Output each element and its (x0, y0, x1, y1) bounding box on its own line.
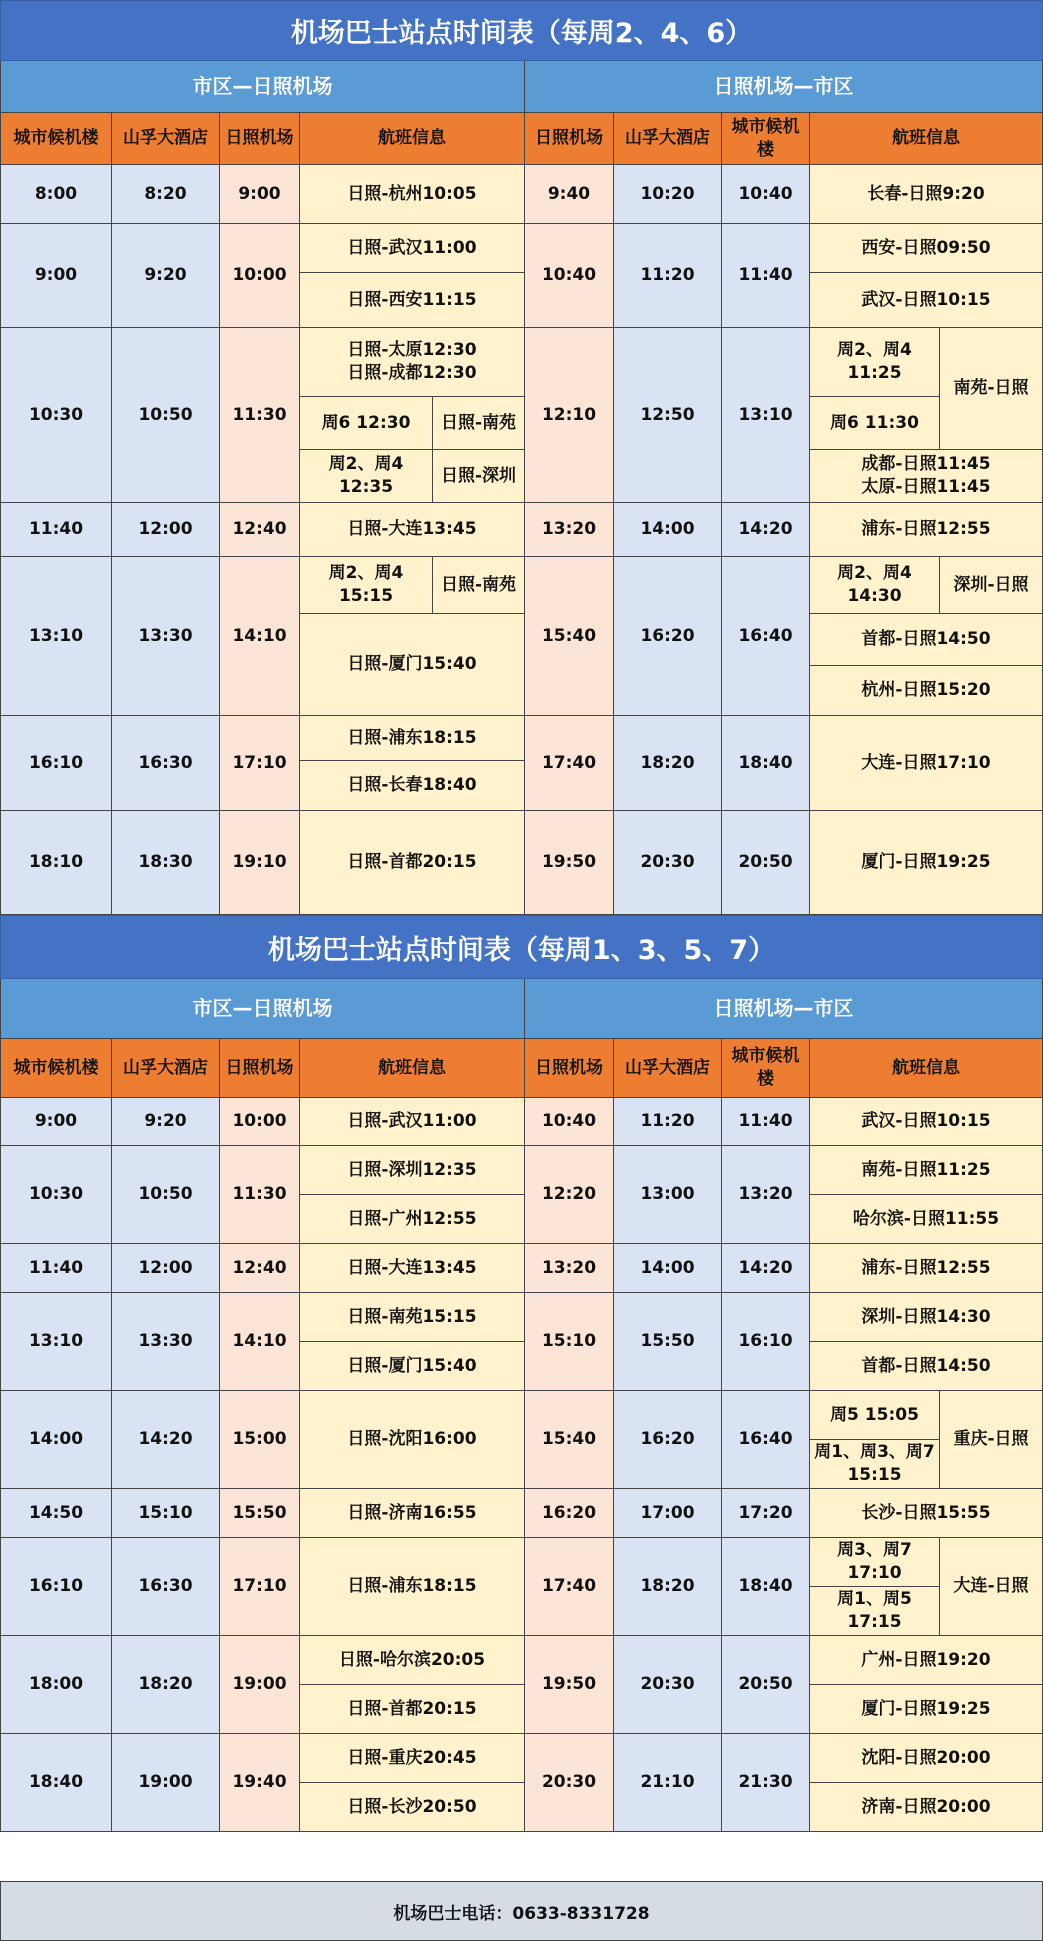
column-header: 航班信息 (810, 113, 1043, 165)
direction-label-outbound: 市区—日照机场 (0, 61, 525, 113)
column-header: 城市候机楼 (722, 1039, 810, 1098)
flight-day-cell: 周2、周4 15:15 (300, 557, 433, 614)
flight-info-cell: 日照-长春18:40 (300, 761, 525, 811)
flight-info-cell: 长春-日照9:20 (810, 165, 1043, 224)
time-cell: 13:00 (614, 1146, 722, 1244)
time-cell: 10:50 (112, 328, 220, 503)
time-cell: 18:20 (614, 1538, 722, 1636)
schedule1-grid (0, 61, 1043, 915)
column-header: 航班信息 (810, 1039, 1043, 1098)
column-header: 山孚大酒店 (112, 1039, 220, 1098)
flight-info-cell: 日照-大连13:45 (300, 1244, 525, 1293)
flight-day-cell: 周3、周7 17:10 (810, 1538, 940, 1587)
time-cell: 12:00 (112, 1244, 220, 1293)
time-cell: 20:30 (614, 811, 722, 915)
flight-info-cell: 杭州-日照15:20 (810, 666, 1043, 716)
time-cell: 10:50 (112, 1146, 220, 1244)
flight-day-cell: 周5 15:05 (810, 1391, 940, 1440)
time-cell: 16:20 (614, 557, 722, 716)
flight-info-cell: 长沙-日照15:55 (810, 1489, 1043, 1538)
direction-label-inbound: 日照机场—市区 (525, 979, 1043, 1039)
flight-route-cell: 日照-深圳 (433, 450, 525, 503)
time-cell: 14:00 (0, 1391, 112, 1489)
column-header: 航班信息 (300, 1039, 525, 1098)
direction-label-outbound: 市区—日照机场 (0, 979, 525, 1039)
time-cell: 11:30 (220, 328, 300, 503)
time-cell: 17:40 (525, 716, 614, 811)
time-cell: 18:10 (0, 811, 112, 915)
time-cell: 14:20 (722, 503, 810, 557)
time-cell: 18:20 (112, 1636, 220, 1734)
flight-info-cell: 大连-日照17:10 (810, 716, 1043, 811)
flight-info-cell: 日照-首都20:15 (300, 811, 525, 915)
time-cell: 14:50 (0, 1489, 112, 1538)
flight-info-cell: 日照-武汉11:00 (300, 224, 525, 273)
time-cell: 19:00 (112, 1734, 220, 1832)
time-cell: 9:20 (112, 224, 220, 328)
time-cell: 10:30 (0, 1146, 112, 1244)
time-cell: 16:40 (722, 557, 810, 716)
time-cell: 9:00 (0, 1098, 112, 1146)
flight-info-cell: 日照-哈尔滨20:05 (300, 1636, 525, 1685)
time-cell: 14:00 (614, 503, 722, 557)
flight-info-cell: 日照-济南16:55 (300, 1489, 525, 1538)
time-cell: 18:00 (0, 1636, 112, 1734)
time-cell: 12:20 (525, 1146, 614, 1244)
flight-info-cell: 日照-浦东18:15 (300, 716, 525, 761)
flight-route-cell: 大连-日照 (940, 1538, 1043, 1636)
time-cell: 10:40 (722, 165, 810, 224)
time-cell: 9:20 (112, 1098, 220, 1146)
time-cell: 9:00 (0, 224, 112, 328)
time-cell: 11:40 (722, 224, 810, 328)
flight-info-cell: 日照-广州12:55 (300, 1195, 525, 1244)
time-cell: 17:10 (220, 1538, 300, 1636)
time-cell: 11:30 (220, 1146, 300, 1244)
time-cell: 8:20 (112, 165, 220, 224)
time-cell: 12:40 (220, 503, 300, 557)
flight-info-cell: 日照-深圳12:35 (300, 1146, 525, 1195)
time-cell: 13:20 (525, 503, 614, 557)
flight-day-cell: 周6 12:30 (300, 397, 433, 450)
column-header: 城市候机楼 (0, 113, 112, 165)
time-cell: 9:40 (525, 165, 614, 224)
flight-info-cell: 日照-南苑15:15 (300, 1293, 525, 1342)
time-cell: 8:00 (0, 165, 112, 224)
time-cell: 18:20 (614, 716, 722, 811)
flight-day-cell: 周2、周4 11:25 (810, 328, 940, 397)
flight-info-cell: 日照-沈阳16:00 (300, 1391, 525, 1489)
flight-info-cell: 浦东-日照12:55 (810, 503, 1043, 557)
time-cell: 21:10 (614, 1734, 722, 1832)
flight-info-cell: 日照-长沙20:50 (300, 1783, 525, 1832)
column-header: 城市候机楼 (0, 1039, 112, 1098)
time-cell: 10:40 (525, 224, 614, 328)
time-cell: 16:20 (614, 1391, 722, 1489)
flight-info-cell: 日照-杭州10:05 (300, 165, 525, 224)
time-cell: 20:50 (722, 1636, 810, 1734)
column-header: 山孚大酒店 (614, 1039, 722, 1098)
flight-info-cell: 成都-日照11:45 太原-日照11:45 (810, 450, 1043, 503)
flight-info-cell: 沈阳-日照20:00 (810, 1734, 1043, 1783)
time-cell: 19:10 (220, 811, 300, 915)
time-cell: 16:30 (112, 1538, 220, 1636)
time-cell: 12:10 (525, 328, 614, 503)
time-cell: 18:40 (0, 1734, 112, 1832)
flight-route-cell: 重庆-日照 (940, 1391, 1043, 1489)
flight-info-cell: 日照-厦门15:40 (300, 614, 525, 716)
time-cell: 13:30 (112, 1293, 220, 1391)
time-cell: 15:00 (220, 1391, 300, 1489)
column-header: 日照机场 (220, 1039, 300, 1098)
time-cell: 15:50 (614, 1293, 722, 1391)
time-cell: 20:30 (614, 1636, 722, 1734)
column-header: 日照机场 (220, 113, 300, 165)
time-cell: 16:20 (525, 1489, 614, 1538)
time-cell: 18:40 (722, 1538, 810, 1636)
time-cell: 12:00 (112, 503, 220, 557)
time-cell: 16:10 (722, 1293, 810, 1391)
flight-info-cell: 日照-重庆20:45 (300, 1734, 525, 1783)
flight-day-cell: 周1、周5 17:15 (810, 1587, 940, 1636)
time-cell: 15:10 (525, 1293, 614, 1391)
time-cell: 11:20 (614, 224, 722, 328)
time-cell: 19:40 (220, 1734, 300, 1832)
time-cell: 11:40 (722, 1098, 810, 1146)
time-cell: 19:50 (525, 811, 614, 915)
flight-route-cell: 日照-南苑 (433, 397, 525, 450)
flight-info-cell: 浦东-日照12:55 (810, 1244, 1043, 1293)
time-cell: 13:30 (112, 557, 220, 716)
time-cell: 15:10 (112, 1489, 220, 1538)
flight-info-cell: 济南-日照20:00 (810, 1783, 1043, 1832)
column-header: 航班信息 (300, 113, 525, 165)
phone-footer: 机场巴士电话：0633-8331728 (0, 1881, 1043, 1941)
time-cell: 14:10 (220, 557, 300, 716)
flight-info-cell: 深圳-日照14:30 (810, 1293, 1043, 1342)
time-cell: 13:20 (525, 1244, 614, 1293)
time-cell: 11:40 (0, 1244, 112, 1293)
time-cell: 17:20 (722, 1489, 810, 1538)
flight-info-cell: 厦门-日照19:25 (810, 1685, 1043, 1734)
flight-info-cell: 西安-日照09:50 (810, 224, 1043, 273)
time-cell: 19:00 (220, 1636, 300, 1734)
time-cell: 11:40 (0, 503, 112, 557)
flight-route-cell: 南苑-日照 (940, 328, 1043, 450)
flight-info-cell: 哈尔滨-日照11:55 (810, 1195, 1043, 1244)
time-cell: 18:30 (112, 811, 220, 915)
time-cell: 17:10 (220, 716, 300, 811)
time-cell: 10:00 (220, 224, 300, 328)
time-cell: 15:40 (525, 557, 614, 716)
flight-info-cell: 日照-厦门15:40 (300, 1342, 525, 1391)
time-cell: 18:40 (722, 716, 810, 811)
time-cell: 13:10 (0, 557, 112, 716)
flight-day-cell: 周2、周4 12:35 (300, 450, 433, 503)
flight-info-cell: 武汉-日照10:15 (810, 1098, 1043, 1146)
time-cell: 13:20 (722, 1146, 810, 1244)
time-cell: 15:50 (220, 1489, 300, 1538)
time-cell: 14:20 (112, 1391, 220, 1489)
flight-day-cell: 周1、周3、周7 15:15 (810, 1440, 940, 1489)
time-cell: 20:30 (525, 1734, 614, 1832)
time-cell: 17:40 (525, 1538, 614, 1636)
flight-day-cell: 周2、周4 14:30 (810, 557, 940, 614)
time-cell: 21:30 (722, 1734, 810, 1832)
time-cell: 19:50 (525, 1636, 614, 1734)
time-cell: 11:20 (614, 1098, 722, 1146)
flight-info-cell: 日照-武汉11:00 (300, 1098, 525, 1146)
time-cell: 16:10 (0, 716, 112, 811)
time-cell: 9:00 (220, 165, 300, 224)
flight-info-cell: 武汉-日照10:15 (810, 273, 1043, 328)
flight-route-cell: 日照-南苑 (433, 557, 525, 614)
flight-info-cell: 首都-日照14:50 (810, 614, 1043, 666)
flight-info-cell: 日照-首都20:15 (300, 1685, 525, 1734)
flight-info-cell: 广州-日照19:20 (810, 1636, 1043, 1685)
column-header: 城市候机楼 (722, 113, 810, 165)
time-cell: 10:00 (220, 1098, 300, 1146)
column-header: 日照机场 (525, 113, 614, 165)
time-cell: 17:00 (614, 1489, 722, 1538)
flight-info-cell: 日照-西安11:15 (300, 273, 525, 328)
flight-info-cell: 首都-日照14:50 (810, 1342, 1043, 1391)
flight-info-cell: 南苑-日照11:25 (810, 1146, 1043, 1195)
time-cell: 16:40 (722, 1391, 810, 1489)
time-cell: 10:20 (614, 165, 722, 224)
flight-info-cell: 日照-太原12:30 日照-成都12:30 (300, 328, 525, 397)
time-cell: 10:40 (525, 1098, 614, 1146)
time-cell: 14:20 (722, 1244, 810, 1293)
column-header: 山孚大酒店 (112, 113, 220, 165)
flight-info-cell: 厦门-日照19:25 (810, 811, 1043, 915)
schedule2-grid (0, 979, 1043, 1881)
time-cell: 20:50 (722, 811, 810, 915)
time-cell: 12:40 (220, 1244, 300, 1293)
time-cell: 10:30 (0, 328, 112, 503)
time-cell: 13:10 (0, 1293, 112, 1391)
time-cell: 13:10 (722, 328, 810, 503)
direction-label-inbound: 日照机场—市区 (525, 61, 1043, 113)
time-cell: 15:40 (525, 1391, 614, 1489)
flight-info-cell: 日照-大连13:45 (300, 503, 525, 557)
schedule2-title: 机场巴士站点时间表（每周1、3、5、7） (0, 915, 1043, 979)
time-cell: 16:10 (0, 1538, 112, 1636)
time-cell: 14:10 (220, 1293, 300, 1391)
time-cell: 16:30 (112, 716, 220, 811)
flight-info-cell: 日照-浦东18:15 (300, 1538, 525, 1636)
time-cell: 14:00 (614, 1244, 722, 1293)
time-cell: 12:50 (614, 328, 722, 503)
flight-route-cell: 深圳-日照 (940, 557, 1043, 614)
flight-day-cell: 周6 11:30 (810, 397, 940, 450)
column-header: 山孚大酒店 (614, 113, 722, 165)
column-header: 日照机场 (525, 1039, 614, 1098)
schedule1-title-main: 机场巴士站点时间表（每周2、4、6） (0, 0, 1043, 61)
